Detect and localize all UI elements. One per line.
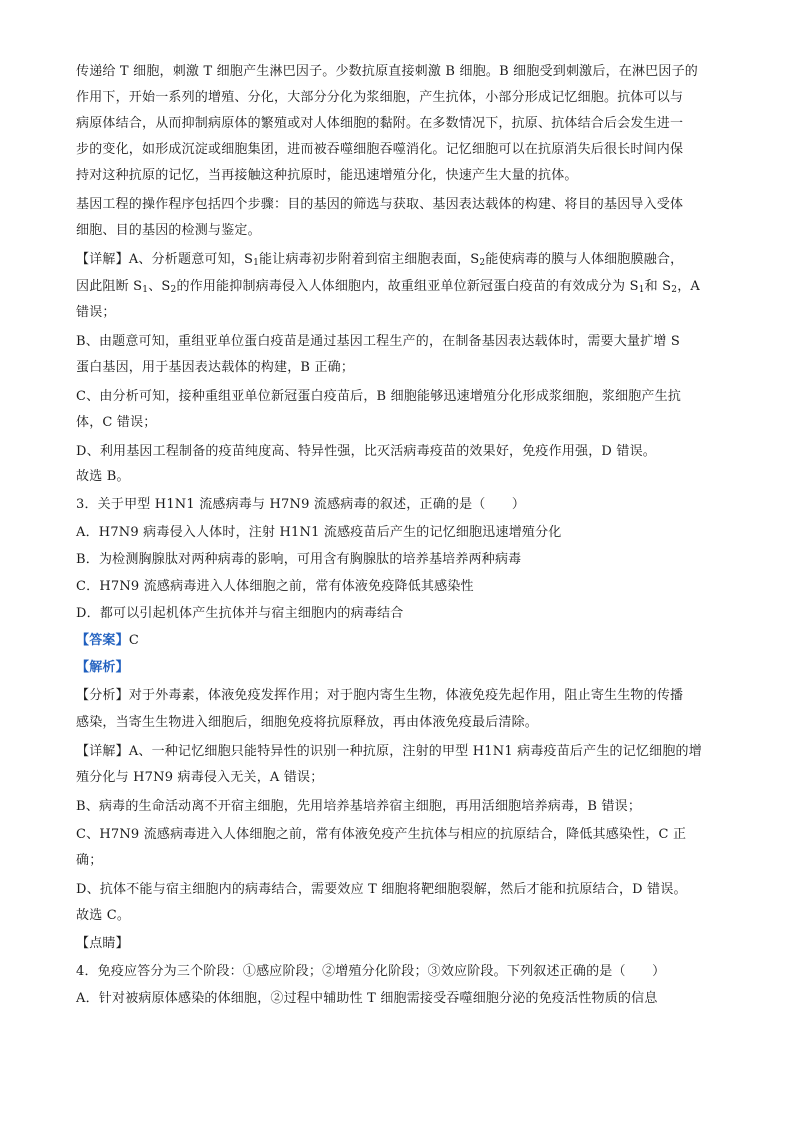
paragraph-line: 基因工程的操作程序包括四个步骤：目的基因的筛选与获取、基因表达载体的构建、将目的基因导入受体 bbox=[76, 197, 684, 212]
answer-line bbox=[76, 631, 716, 651]
detail-line: D、抗体不能与宿主细胞内的病毒结合，需要效应 T 细胞将靶细胞裂解，然后才能和抗原结合，D 错误。 bbox=[76, 882, 687, 897]
detail-line: B、由题意可知，重组亚单位蛋白疫苗是通过基因工程生产的，在制备基因表达载体时，需要大量扩增 S bbox=[76, 334, 680, 349]
detail-line: 【详解】A、分析题意可知，$S_1$能让病毒初步附着到宿主细胞表面，$S_2$能使病毒的膜与人体细胞膜融合， bbox=[76, 252, 684, 268]
question-stem: 3．关于甲型 H1N1 流感病毒与 H7N9 流感病毒的叙述，正确的是（ ） bbox=[76, 497, 526, 512]
option-a: A．H7N9 病毒侵入人体时，注射 H1N1 流感疫苗后产生的记忆细胞迅速增殖分化 bbox=[76, 525, 562, 540]
selection-line: 故选 B。 bbox=[76, 469, 130, 484]
paragraph-line: 步的变化，如形成沉淀或细胞集团，进而被吞噬细胞吞噬消化。记忆细胞可以在抗原消失后很长时间内保 bbox=[76, 142, 684, 157]
detail-tag: 【详解】 bbox=[76, 252, 129, 267]
analysis-sub-tag: 【分析】 bbox=[76, 688, 129, 703]
option-c: C．H7N9 流感病毒进入人体细胞之前，常有体液免疫降低其感染性 bbox=[76, 579, 474, 594]
analysis-tag: 【解析】 bbox=[76, 660, 129, 675]
detail-line: C、由分析可知，接种重组亚单位新冠蛋白疫苗后，B 细胞能够迅速增殖分化形成浆细胞，浆细胞产生抗 bbox=[76, 389, 682, 404]
detail-line: 【详解】A、一种记忆细胞只能特异性的识别一种抗原，注射的甲型 H1N1 病毒疫苗后产生的记忆细胞的增 bbox=[76, 744, 702, 759]
paragraph-line: 作用下，开始一系列的增殖、分化，大部分分化为浆细胞，产生抗体，小部分形成记忆细胞。抗体可以与 bbox=[76, 90, 684, 105]
detail-line: 因此阻断 $S_1$、$S_2$的作用能抑制病毒侵入人体细胞内，故重组亚单位新冠蛋白疫苗的有效成分为 $S_1$和 $S_2$，A bbox=[76, 279, 700, 295]
detail-line: 蛋白基因，用于基因表达载体的构建，B 正确； bbox=[76, 360, 355, 375]
detail-line: 体，C 错误； bbox=[76, 415, 157, 430]
option-a: A．针对被病原体感染的体细胞，②过程中辅助性 T 细胞需接受吞噬细胞分泌的免疫活性物质的信息 bbox=[76, 991, 658, 1006]
answer-tag: 【答案】 bbox=[76, 633, 129, 648]
option-d: D．都可以引起机体产生抗体并与宿主细胞内的病毒结合 bbox=[76, 606, 404, 621]
paragraph-line: 病原体结合，从而抑制病原体的繁殖或对人体细胞的黏附。在多数情况下，抗原、抗体结合后会发生进一 bbox=[76, 116, 684, 131]
analysis-line: 【分析】对于外毒素，体液免疫发挥作用；对于胞内寄生生物，体液免疫先起作用，阻止寄生生物的传播 bbox=[76, 688, 684, 703]
question-stem: 4．免疫应答分为三个阶段：①感应阶段；②增殖分化阶段；③效应阶段。下列叙述正确的是（ ） bbox=[76, 964, 666, 979]
detail-line: C、H7N9 流感病毒进入人体细胞之前，常有体液免疫产生抗体与相应的抗原结合，降低其感染性，C 正 bbox=[76, 827, 687, 842]
analysis-line: 感染，当寄生生物进入细胞后，细胞免疫将抗原释放，再由体液免疫最后清除。 bbox=[76, 715, 539, 730]
option-b: B．为检测胸腺肽对两种病毒的影响，可用含有胸腺肽的培养基培养两种病毒 bbox=[76, 552, 522, 567]
detail-line: B、病毒的生命活动离不开宿主细胞，先用培养基培养宿主细胞，再用活细胞培养病毒，B 错误； bbox=[76, 799, 642, 814]
paragraph-line: 持对这种抗原的记忆，当再接触这种抗原时，能迅速增殖分化，快速产生大量的抗体。 bbox=[76, 168, 578, 183]
answer-value: C bbox=[128, 633, 139, 648]
paragraph-line: 传递给 T 细胞，刺激 T 细胞产生淋巴因子。少数抗原直接刺激 B 细胞。B 细胞受到刺激后，在淋巴因子的 bbox=[76, 64, 698, 79]
selection-line: 故选 C。 bbox=[76, 908, 131, 923]
detail-line: 确； bbox=[76, 853, 103, 868]
detail-line: 殖分化与 H7N9 病毒侵入无关，A 错误； bbox=[76, 770, 324, 785]
comment-heading: 【点睛】 bbox=[76, 936, 129, 951]
detail-line: D、利用基因工程制备的疫苗纯度高、特异性强，比灭活病毒疫苗的效果好，免疫作用强，D 错误。 bbox=[76, 444, 656, 459]
analysis-heading bbox=[76, 658, 716, 678]
paragraph-line: 细胞、目的基因的检测与鉴定。 bbox=[76, 223, 261, 238]
detail-line: 错误； bbox=[76, 305, 116, 320]
detail-tag: 【详解】 bbox=[76, 744, 129, 759]
